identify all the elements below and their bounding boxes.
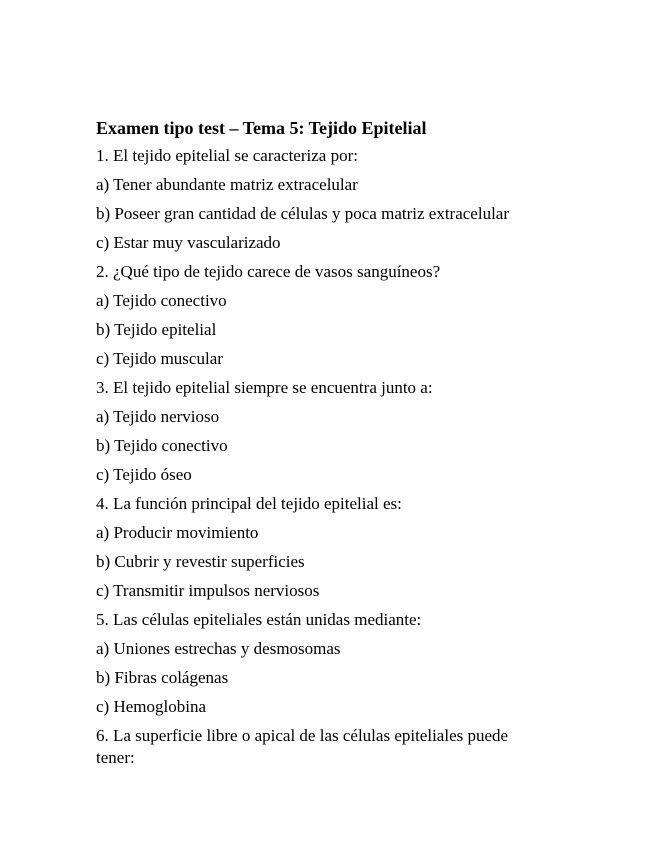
q3-option-a: a) Tejido nervioso xyxy=(96,407,220,426)
q4-option-c: c) Transmitir impulsos nerviosos xyxy=(96,581,320,600)
q1-option-b: b) Poseer gran cantidad de células y poca matriz extracelular xyxy=(96,204,509,223)
question-3: 3. El tejido epitelial siempre se encuentra junto a: xyxy=(96,378,433,397)
q4-option-b: b) Cubrir y revestir superficies xyxy=(96,552,305,571)
q3-option-b: b) Tejido conectivo xyxy=(96,436,228,455)
q3-option-c: c) Tejido óseo xyxy=(96,465,192,484)
question-2: 2. ¿Qué tipo de tejido carece de vasos sanguíneos? xyxy=(96,262,441,281)
q2-option-c: c) Tejido muscular xyxy=(96,349,223,368)
q1-option-c: c) Estar muy vascularizado xyxy=(96,233,281,252)
q2-option-a: a) Tejido conectivo xyxy=(96,291,227,310)
document-page xyxy=(96,116,546,776)
q5-option-a: a) Uniones estrechas y desmosomas xyxy=(96,639,341,658)
document-title: Examen tipo test – Tema 5: Tejido Epitelial xyxy=(96,118,427,138)
q2-option-b: b) Tejido epitelial xyxy=(96,320,217,339)
q1-option-a: a) Tener abundante matriz extracelular xyxy=(96,175,358,194)
question-6: 6. La superficie libre o apical de las células epiteliales puede tener: xyxy=(96,726,509,767)
question-5: 5. Las células epiteliales están unidas mediante: xyxy=(96,610,422,629)
q4-option-a: a) Producir movimiento xyxy=(96,523,259,542)
question-4: 4. La función principal del tejido epitelial es: xyxy=(96,494,402,513)
q5-option-b: b) Fibras colágenas xyxy=(96,668,229,687)
question-1: 1. El tejido epitelial se caracteriza por: xyxy=(96,146,358,165)
q5-option-c: c) Hemoglobina xyxy=(96,697,206,716)
